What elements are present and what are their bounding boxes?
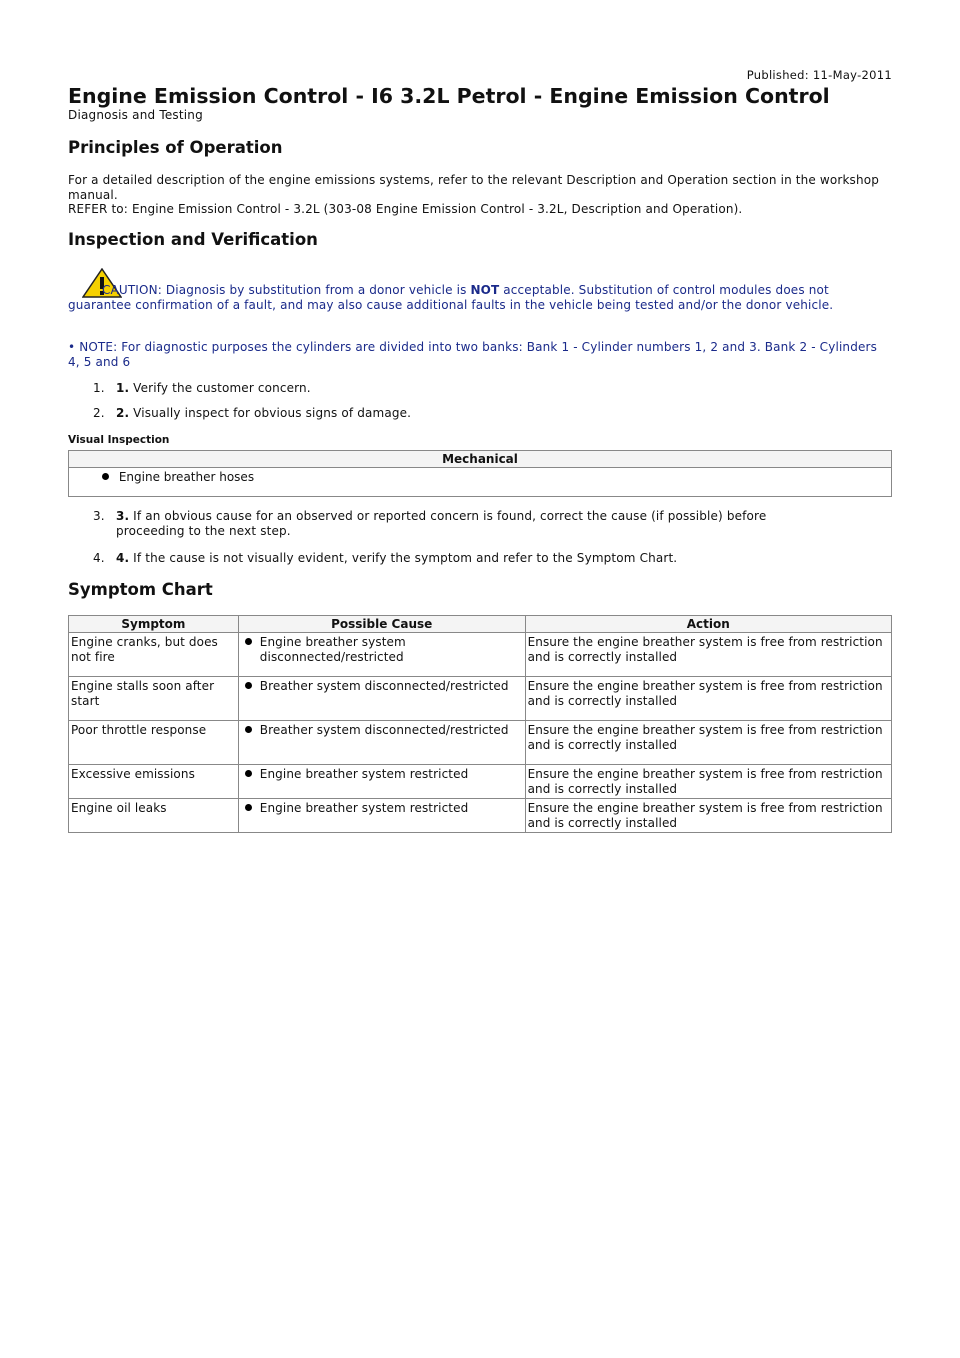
bullet-icon xyxy=(245,804,252,811)
bullet-icon xyxy=(245,682,252,689)
mechanical-header: Mechanical xyxy=(69,451,892,468)
cause-cell: Engine breather system restricted xyxy=(259,801,469,815)
bullet-icon xyxy=(245,726,252,733)
action-cell: Ensure the engine breather system is free from restriction and is correctly installed xyxy=(525,633,891,677)
action-cell: Ensure the engine breather system is free from restriction and is correctly installed xyxy=(525,765,891,799)
refer-text: REFER to: Engine Emission Control - 3.2L (303-08 Engine Emission Control - 3.2L, Description and Operation). xyxy=(68,202,743,216)
action-cell: Ensure the engine breather system is free from restriction and is correctly installed xyxy=(525,799,891,833)
col-possible-cause: Possible Cause xyxy=(238,616,525,633)
symptom-table xyxy=(68,615,892,833)
cause-cell: Engine breather system restricted xyxy=(259,767,469,781)
cause-cell: Engine breather system disconnected/restricted xyxy=(259,635,406,664)
page-subtitle: Diagnosis and Testing xyxy=(68,108,203,122)
principles-text: For a detailed description of the engine emissions systems, refer to the relevant Description and Operation section in the workshop manual. REFER to: Engine Emission Control - 3.2L (303-08 Engine Emission Control - 3.2L, Description and Operation). xyxy=(68,173,879,216)
table-row xyxy=(69,721,892,765)
table-row xyxy=(69,633,892,677)
visual-inspection-label: Visual Inspection xyxy=(68,434,170,446)
note-text: • NOTE: For diagnostic purposes the cylinders are divided into two banks: Bank 1 - Cylinder numbers 1, 2 and 3. Bank 2 - Cylinders 4, 5 and 6 xyxy=(68,340,877,369)
caution-text: CAUTION: Diagnosis by substitution from a donor vehicle is NOT acceptable. Substitution of control modules does not guarantee confirmation of a fault, and may also cause additional faults in the vehicle being tested and/or the donor vehicle. xyxy=(68,283,834,312)
published-date: Published: 11-May-2011 xyxy=(746,68,892,82)
table-header-row xyxy=(69,616,892,633)
symptom-cell: Engine stalls soon after start xyxy=(69,677,239,721)
table-row xyxy=(69,765,892,799)
table-row xyxy=(69,799,892,833)
page-title: Engine Emission Control - I6 3.2L Petrol - Engine Emission Control xyxy=(68,84,830,108)
bullet-icon xyxy=(245,638,252,645)
bullet-icon xyxy=(245,770,252,777)
action-cell: Ensure the engine breather system is free from restriction and is correctly installed xyxy=(525,677,891,721)
cause-cell: Breather system disconnected/restricted xyxy=(259,679,509,693)
symptom-cell: Excessive emissions xyxy=(69,765,239,799)
table-row xyxy=(69,677,892,721)
symptom-cell: Engine oil leaks xyxy=(69,799,239,833)
mechanical-table xyxy=(68,450,892,497)
bullet-icon xyxy=(102,473,109,480)
symptom-chart-heading: Symptom Chart xyxy=(68,580,213,599)
principles-heading: Principles of Operation xyxy=(68,138,283,157)
symptom-cell: Engine cranks, but does not fire xyxy=(69,633,239,677)
action-cell: Ensure the engine breather system is free from restriction and is correctly installed xyxy=(525,721,891,765)
col-symptom: Symptom xyxy=(69,616,239,633)
symptom-cell: Poor throttle response xyxy=(69,721,239,765)
cause-cell: Breather system disconnected/restricted xyxy=(259,723,509,737)
mechanical-item: Engine breather hoses xyxy=(69,468,892,497)
col-action: Action xyxy=(525,616,891,633)
inspection-heading: Inspection and Verification xyxy=(68,230,318,249)
